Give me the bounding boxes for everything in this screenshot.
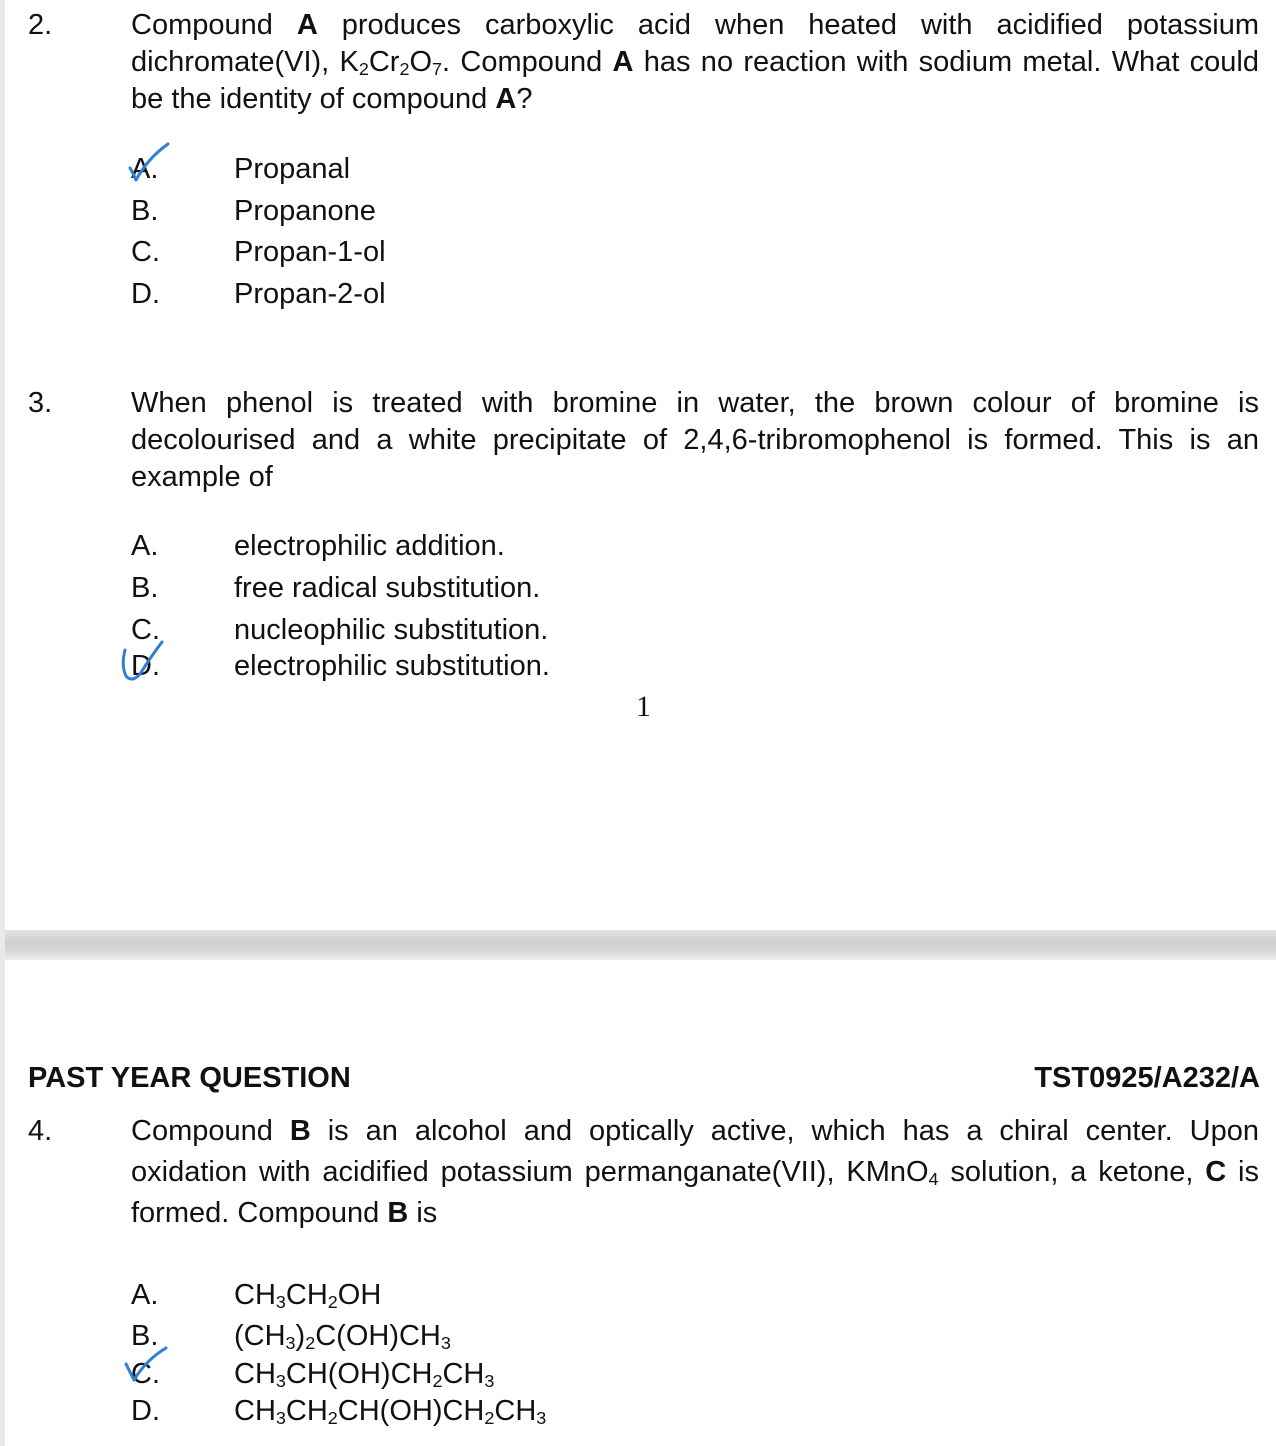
question-4-option-a[interactable]	[131, 1279, 831, 1319]
option-letter: D.	[131, 1395, 160, 1427]
question-2-stem: Compound A produces carboxylic acid when heated with acidified potassium dichromate(VI), $K_2Cr_2O_7$. Compound A has no reaction with sodium metal. What could be the identity of compound A?	[131, 9, 1259, 115]
page-divider	[5, 930, 1276, 960]
option-letter: A.	[131, 1279, 159, 1311]
checkmark-icon	[124, 140, 174, 188]
option-text: Propan-1-ol	[234, 236, 386, 268]
question-2-option-b[interactable]	[131, 195, 831, 235]
option-text: Propanal	[234, 153, 351, 185]
question-4-option-d[interactable]	[131, 1395, 831, 1435]
option-text: nucleophilic substitution.	[234, 614, 549, 646]
question-4-number: 4.	[28, 1115, 53, 1147]
question-3-option-a[interactable]	[131, 530, 831, 570]
section-heading: PAST YEAR QUESTION	[28, 1062, 351, 1094]
question-4-option-b[interactable]	[131, 1320, 831, 1360]
option-formula: $CH_3CH(OH)CH_2CH_3$	[234, 1358, 495, 1391]
question-3-stem: When phenol is treated with bromine in water, the brown colour of bromine is decolourised and a white precipitate of 2,4,6-tribromophenol is formed. This is an example of	[131, 387, 1259, 493]
option-text: free radical substitution.	[234, 572, 541, 604]
page-number: 1	[636, 690, 651, 723]
option-text: Propan-2-ol	[234, 278, 386, 310]
option-text: electrophilic addition.	[234, 530, 505, 562]
question-2-option-d[interactable]	[131, 278, 831, 318]
option-letter: A.	[131, 530, 159, 562]
question-4-stem: Compound B is an alcohol and optically active, which has a chiral center. Upon oxidation with acidified potassium permanganate(VII), KMnO$_4$ solution, a ketone, C is formed. Compound B is	[131, 1115, 1260, 1229]
option-formula: $CH_3CH_2OH$	[234, 1279, 382, 1312]
option-letter: C.	[131, 614, 160, 646]
checkmark-icon	[120, 1344, 172, 1386]
paper-code: TST0925/A232/A	[1034, 1062, 1260, 1094]
option-text: Propanone	[234, 195, 376, 227]
option-letter: D.	[131, 278, 160, 310]
question-2-option-c[interactable]	[131, 236, 831, 276]
question-3-option-d[interactable]	[131, 650, 831, 690]
question-2-option-a[interactable]	[131, 153, 831, 193]
question-4-option-c[interactable]	[131, 1358, 831, 1398]
option-letter: C.	[131, 1358, 160, 1390]
question-3-number: 3.	[28, 387, 53, 419]
option-letter: D.	[131, 650, 160, 682]
option-text: electrophilic substitution.	[234, 650, 550, 682]
question-3-option-c[interactable]	[131, 614, 831, 654]
option-letter: A.	[131, 153, 159, 185]
option-letter: B.	[131, 1320, 159, 1352]
option-formula: $(CH_3)_2C(OH)CH_3$	[234, 1320, 451, 1353]
option-letter: B.	[131, 572, 159, 604]
question-2-number: 2.	[28, 9, 53, 41]
checkmark-icon	[118, 636, 170, 688]
option-formula: $CH_3CH_2CH(OH)CH_2CH_3$	[234, 1395, 547, 1428]
option-letter: C.	[131, 236, 160, 268]
option-letter: B.	[131, 195, 159, 227]
question-3-option-b[interactable]	[131, 572, 831, 612]
